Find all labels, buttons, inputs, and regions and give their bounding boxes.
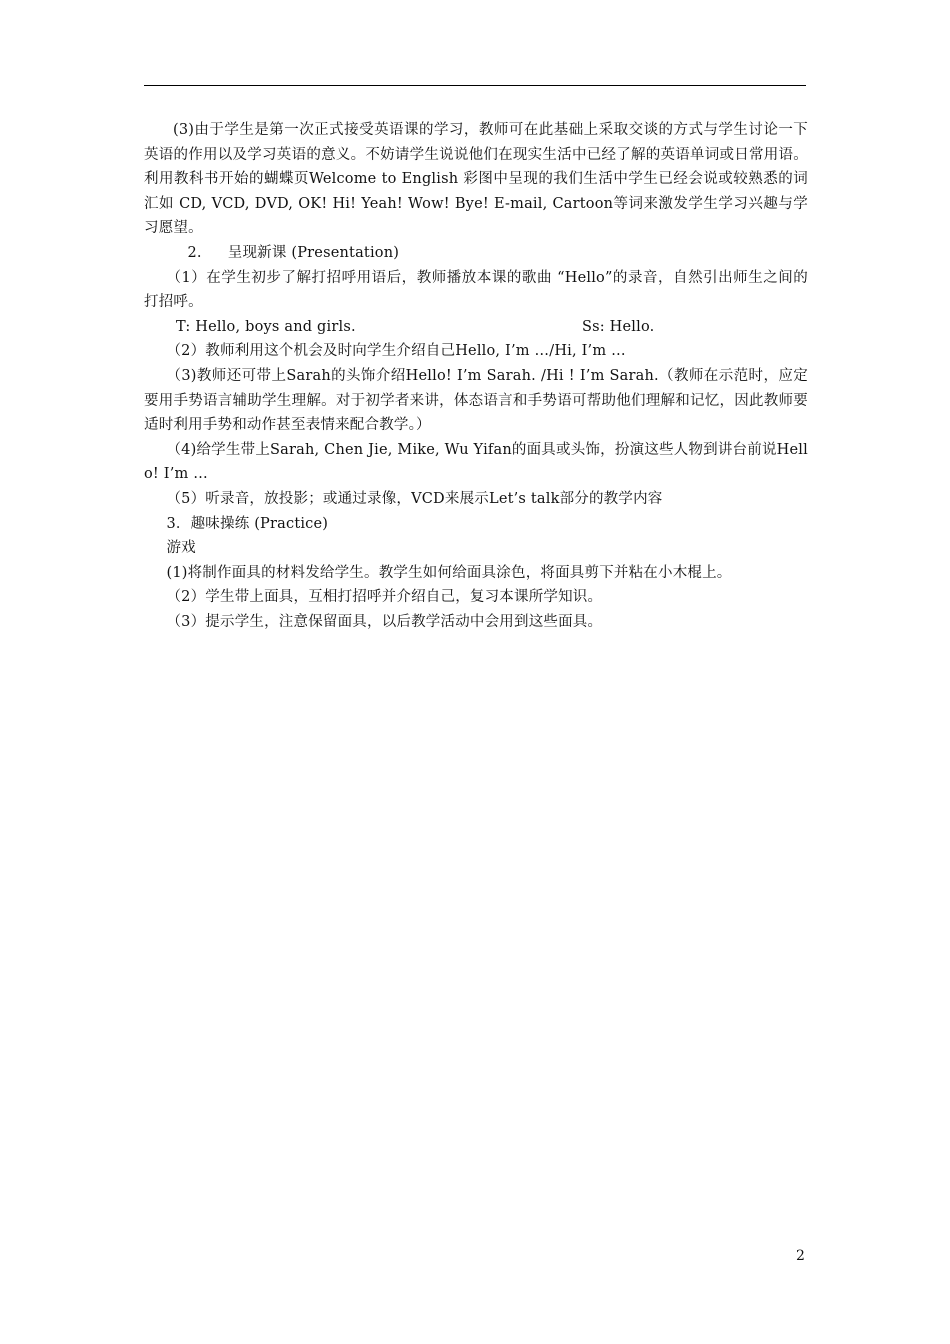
paragraph-masks-roleplay: （4)给学生带上Sarah, Chen Jie, Mike, Wu Yifan的面具或头饰，扮演这些人物到讲台前说Hello! I’m …	[144, 441, 808, 483]
page-number: 2	[796, 1248, 805, 1264]
section-heading-practice: 3．趣味操练 (Practice)	[166, 515, 329, 532]
paragraph-sarah-headdress: （3)教师还可带上Sarah的头饰介绍Hello! I’m Sarah. /Hi ! I’m Sarah.（教师在示范时，应定要用手势语言辅助学生理解。对于初学者来讲，体态语言和手势语可帮助他们理解和记忆，因此教师要适时利用手势和动作甚至表情来配合教学。）	[144, 367, 808, 434]
header-rule	[144, 85, 806, 86]
section-title: 呈现新课 (Presentation)	[227, 244, 400, 261]
dialog-teacher-line: T: Hello, boys and girls.	[176, 318, 356, 335]
paragraph-teacher-intro: （2）教师利用这个机会及时向学生介绍自己Hello, I’m …/Hi, I’m …	[166, 343, 626, 360]
paragraph-lets-talk: （5）听录音，放投影；或通过录像，VCD来展示Let’s talk部分的教学内容	[166, 490, 663, 507]
paragraph-keep-masks: （3）提示学生，注意保留面具，以后教学活动中会用到这些面具。	[166, 613, 603, 630]
paragraph-greet-with-masks: （2）学生带上面具，互相打招呼并介绍自己，复习本课所学知识。	[166, 589, 603, 606]
section-number: 2.	[187, 244, 202, 261]
paragraph-song-hello: （1）在学生初步了解打招呼用语后，教师播放本课的歌曲 “Hello”的录音，自然引出师生之间的打招呼。	[144, 269, 808, 311]
dialog-example	[144, 315, 808, 340]
section-heading-presentation	[144, 241, 808, 266]
document-body	[144, 118, 808, 634]
paragraph-english-significance: (3)由于学生是第一次正式接受英语课的学习，教师可在此基础上采取交谈的方式与学生讨论一下英语的作用以及学习英语的意义。不妨请学生说说他们在现实生活中已经了解的英语单词或日常用语。利用教科书开始的蝴蝶页Welcome to English 彩图中呈现的我们生活中学生已经会说或较熟悉的词汇如 CD, VCD, DVD, OK! Hi! Yeah! Wow! Bye! E-mail, Cartoon等词来激发学生学习兴趣与学习愿望。	[144, 122, 808, 237]
game-label: 游戏	[166, 540, 196, 557]
paragraph-make-masks: (1)将制作面具的材料发给学生。教学生如何给面具涂色，将面具剪下并粘在小木棍上。	[166, 564, 732, 581]
dialog-students-line: Ss: Hello.	[582, 318, 655, 335]
